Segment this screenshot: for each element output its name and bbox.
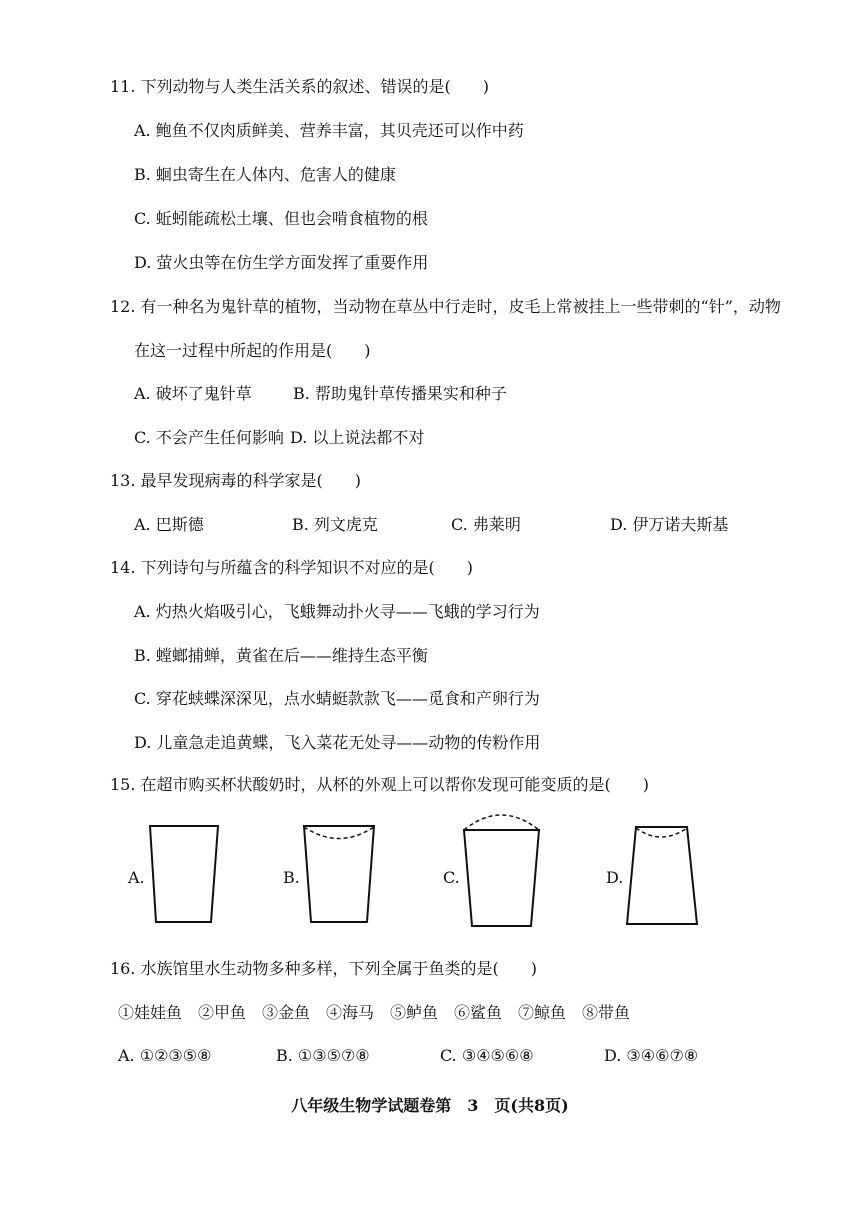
question-13-stem: 13. 最早发现病毒的科学家是( ) <box>110 471 362 490</box>
question-11-option-d: D. 萤火虫等在仿生学方面发挥了重要作用 <box>134 253 429 272</box>
question-14-stem: 14. 下列诗句与所蕴含的科学知识不对应的是( ) <box>110 558 474 577</box>
question-13-option-d: D. 伊万诺夫斯基 <box>610 515 729 534</box>
question-16-animal-list: ①娃娃鱼 ②甲鱼 ③金鱼 ④海马 ⑤鲈鱼 ⑥鲨鱼 ⑦鲸鱼 ⑧带鱼 <box>118 1003 631 1022</box>
question-13-option-b: B. 列文虎克 <box>292 515 378 534</box>
question-12-option-a: A. 破坏了鬼针草 <box>134 384 252 403</box>
cup-c-label: C. <box>443 868 460 887</box>
question-11-stem: 11. 下列动物与人类生活关系的叙述、错误的是( ) <box>110 77 490 96</box>
question-12-stem: 12. 有一种名为鬼针草的植物，当动物在草丛中行走时，皮毛上常被挂上一些带刺的“针”，动物 <box>110 297 781 316</box>
question-16-option-a: A. ①②③⑤⑧ <box>118 1046 212 1065</box>
question-12-option-b: B. 帮助鬼针草传播果实和种子 <box>293 384 507 403</box>
cup-d-outline <box>627 827 697 924</box>
question-14-option-d: D. 儿童急走追黄蝶，飞入菜花无处寻——动物的传粉作用 <box>134 733 541 752</box>
question-13-option-c: C. 弗莱明 <box>451 515 521 534</box>
question-14-option-c: C. 穿花蛱蝶深深见，点水蜻蜓款款飞——觅食和产卵行为 <box>134 689 540 708</box>
cup-c-dashed-lid <box>464 815 539 830</box>
question-12-option-c: C. 不会产生任何影响 <box>134 428 284 447</box>
question-16-option-c: C. ③④⑤⑥⑧ <box>440 1046 534 1065</box>
cup-d-dashed-lid <box>636 828 687 837</box>
cup-b-outline <box>304 826 374 922</box>
cup-a-label: A. <box>128 868 145 887</box>
question-14-option-b: B. 螳螂捕蝉，黄雀在后——维持生态平衡 <box>134 646 428 665</box>
question-16-option-b: B. ①③⑤⑦⑧ <box>276 1046 370 1065</box>
question-12-option-d: D. 以上说法都不对 <box>290 428 425 447</box>
question-11-option-a: A. 鲍鱼不仅肉质鲜美、营养丰富，其贝壳还可以作中药 <box>134 121 524 140</box>
question-16-stem: 16. 水族馆里水生动物多种多样，下列全属于鱼类的是( ) <box>110 959 538 978</box>
question-12-stem-line2: 在这一过程中所起的作用是( ) <box>134 341 371 360</box>
question-11-option-b: B. 蛔虫寄生在人体内、危害人的健康 <box>134 165 396 184</box>
cup-c-outline <box>464 830 539 926</box>
cup-d-label: D. <box>606 868 624 887</box>
page-footer: 八年级生物学试题卷第 3 页(共8页) <box>291 1096 569 1115</box>
question-15-stem: 15. 在超市购买杯状酸奶时，从杯的外观上可以帮你发现可能变质的是( ) <box>110 775 650 794</box>
question-16-option-d: D. ③④⑥⑦⑧ <box>604 1046 699 1065</box>
cup-b-dashed-lid <box>304 827 374 839</box>
cup-a-outline <box>150 826 218 922</box>
question-14-option-a: A. 灼热火焰吸引心，飞蛾舞动扑火寻——飞蛾的学习行为 <box>134 602 540 621</box>
cup-b-label: B. <box>283 868 300 887</box>
question-11-option-c: C. 蚯蚓能疏松土壤、但也会啃食植物的根 <box>134 209 428 228</box>
question-13-option-a: A. 巴斯德 <box>134 515 204 534</box>
